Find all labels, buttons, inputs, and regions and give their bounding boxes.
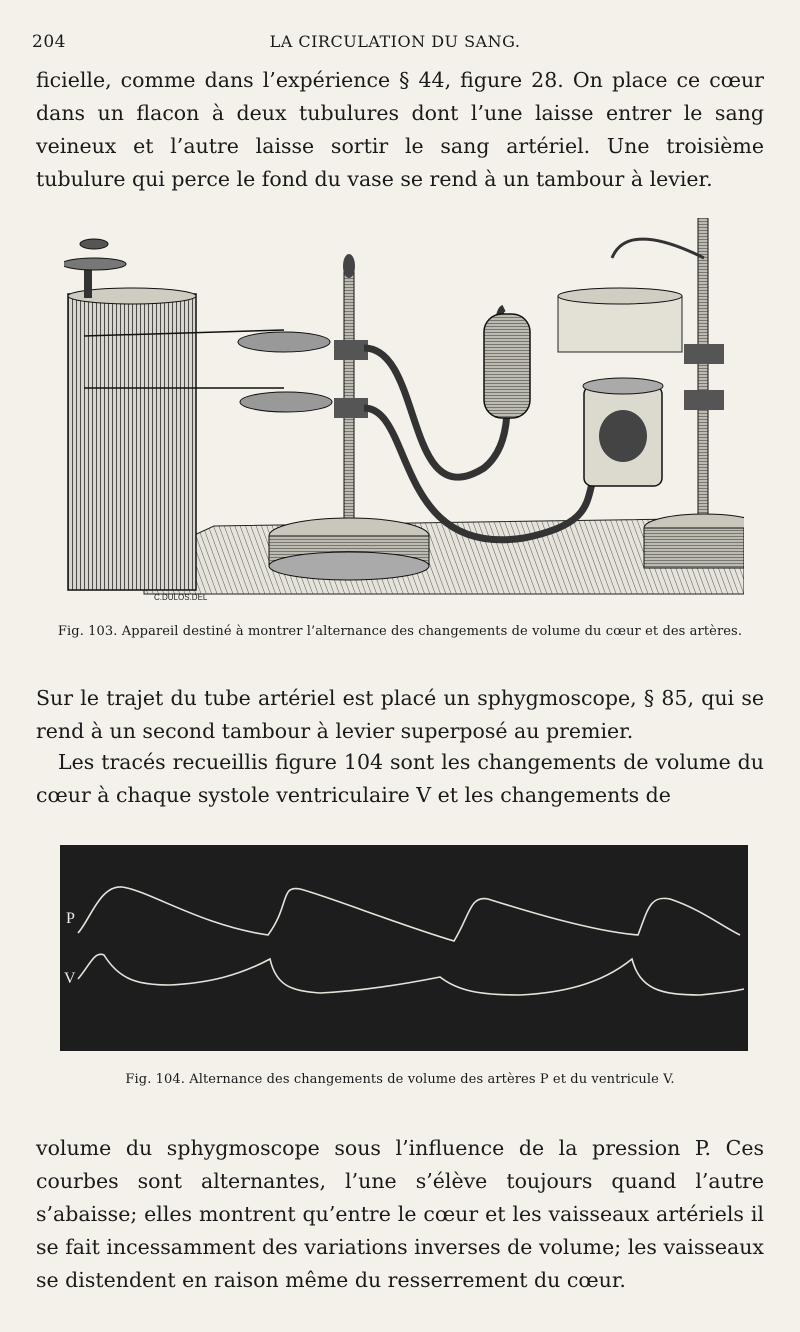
trace-label-p: P — [66, 910, 75, 927]
paragraph-2-text: Sur le trajet du tube artériel est placé un sphygmoscope, § 85, qui se rend à un second tambour à levier superposé au premier. — [36, 686, 764, 743]
figure-104-trace — [60, 845, 748, 1051]
engraver-signature: C.DULOS.DEL — [154, 593, 208, 602]
figure-103-illustration — [64, 218, 744, 604]
paragraph-4 — [36, 1132, 764, 1297]
pulse-trace — [60, 845, 748, 1051]
trace-label-v: V — [64, 970, 76, 987]
paragraph-3 — [36, 746, 764, 812]
page-header — [30, 30, 760, 58]
page-number: 204 — [32, 32, 66, 52]
paragraph-3-text: Les tracés recueillis figure 104 sont les changements de volume du cœur à chaque systole ventriculaire V et les changements de — [36, 750, 764, 807]
paragraph-4-text: volume du sphygmoscope sous l’influence de la pression P. Ces courbes sont alternantes, l’une s’élève toujours quand l’autre s’abaisse; elles montrent qu’entre le cœur et les vaisseaux artériels il se fait incessamment des variations inverses de volume; les vaisseaux se distendent en raison même du resserrement du cœur. — [36, 1136, 764, 1292]
paragraph-2 — [36, 682, 764, 748]
paragraph-1 — [36, 64, 764, 196]
figure-103-caption: Fig. 103. Appareil destiné à montrer l’alternance des changements de volume du cœur et des artères. — [57, 624, 743, 639]
figure-104-caption: Fig. 104. Alternance des changements de volume des artères P et du ventricule V. — [125, 1072, 675, 1087]
apparatus-engraving — [64, 218, 744, 604]
paragraph-1-text: ficielle, comme dans l’expérience § 44, figure 28. On place ce cœur dans un flacon à deux tubulures dont l’une laisse entrer le sang veineux et l’autre laisse sortir le sang artériel. Une troisième tubulure qui perce le fond du vase se rend à un tambour à levier. — [36, 68, 764, 191]
running-title: LA CIRCULATION DU SANG. — [269, 32, 521, 51]
